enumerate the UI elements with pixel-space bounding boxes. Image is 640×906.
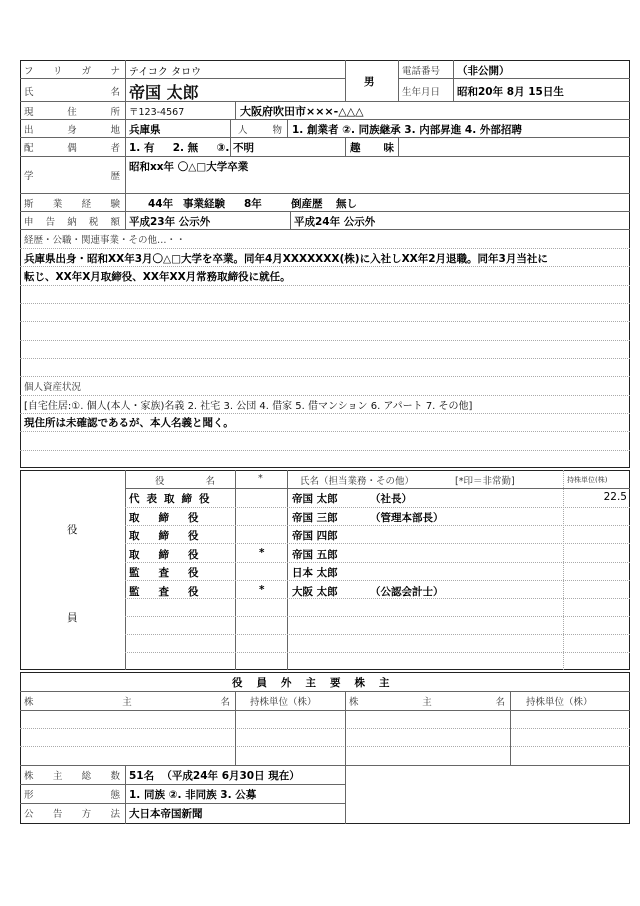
form-value: 1. 同族 ②. 非同族 3. 公募: [129, 789, 257, 801]
officer-title: 取締役: [129, 548, 218, 561]
officer-name: 大阪 太郎: [292, 585, 338, 598]
birth-value: 昭和20年 8月 15日生: [457, 86, 564, 98]
officer-title: 取締役: [129, 530, 218, 542]
col-star: *: [258, 473, 263, 484]
officer-name: 日本 太郎: [292, 567, 338, 579]
col-shares: 持株単位(株): [567, 476, 608, 484]
officer-note: （公認会計士）: [370, 585, 444, 598]
assets-note: 現住所は未確認であるが、本人名義と聞く。: [24, 417, 234, 429]
officer-shares: 22.5: [603, 491, 627, 503]
officer-title: 監査役: [129, 567, 218, 579]
tax-year-2: 平成24年 公示外: [294, 216, 376, 228]
officer-note: （社長）: [370, 493, 412, 505]
officer-name: 帝国 太郎: [292, 493, 338, 505]
col-name: 氏名（担当業務・その他）: [300, 476, 415, 487]
total-value: 51名 （平成24年 6月30日 現在）: [129, 770, 300, 782]
phone-label: 電話番号: [402, 66, 441, 77]
education-value: 昭和xx年 〇△□大学卒業: [129, 161, 249, 173]
career-line-1: 兵庫県出身・昭和XX年3月〇△□大学を卒業。同年4月XXXXXXX(株)に入社しXX年2月退職。同年3月当社に: [24, 253, 548, 265]
shareholders-title: 役員外主要株主: [232, 677, 404, 689]
career-label: 経歴・公職・関連事業・その他…・・: [24, 235, 186, 246]
officer-title: 取締役: [129, 511, 218, 524]
gender-value: 男: [364, 76, 375, 88]
officer-star: *: [259, 583, 265, 596]
notice-value: 大日本帝国新聞: [129, 808, 203, 820]
furigana-value: テイコク タロウ: [129, 67, 202, 78]
home-options: [自宅住居:①. 個人(本人・家族)名義 2. 社宅 3. 公団 4. 借家 5. 借マンション 6. アパート 7. その他]: [24, 401, 473, 412]
phone-value: （非公開）: [457, 65, 510, 77]
tax-year-1: 平成23年 公示外: [129, 216, 211, 228]
bankruptcy-value: 無し: [336, 198, 357, 210]
officer-name: 帝国 三郎: [292, 511, 338, 524]
officers-side-label-2: 員: [67, 612, 78, 624]
business-exp-value: 8年: [244, 198, 262, 210]
address-value: 大阪府吹田市×××-△△△: [240, 105, 364, 118]
shareholder-col-shares: 持株単位（株）: [250, 697, 317, 708]
officer-name: 帝国 四郎: [292, 530, 338, 542]
spouse-options: 1. 有 2. 無 ③. 不明: [129, 142, 254, 154]
origin-value: 兵庫県: [129, 124, 161, 136]
birth-label: 生年月日: [402, 87, 441, 98]
officer-title: 監査役: [129, 585, 218, 598]
bankruptcy-label: 倒産歴: [291, 198, 323, 210]
business-exp-label: 事業経験: [183, 198, 225, 210]
assets-label: 個人資産状況: [24, 382, 82, 393]
experience-years: 44年: [148, 198, 174, 210]
officer-name: 帝国 五郎: [292, 548, 338, 561]
shareholder-col-shares-2: 持株単位（株）: [526, 697, 593, 708]
officer-title: 代表取締役: [129, 493, 217, 505]
officer-note: （管理本部長）: [370, 511, 444, 524]
officers-side-label-1: 役: [67, 524, 78, 536]
postal-code: 〒123-4567: [129, 107, 185, 118]
officer-star: *: [259, 546, 265, 559]
person-options: 1. 創業者 ②. 同族継承 3. 内部昇進 4. 外部招聘: [292, 124, 522, 136]
person-name: 帝国 太郎: [129, 83, 199, 102]
col-note: [*印＝非常勤]: [455, 476, 515, 487]
career-line-2: 転じ、XX年X月取締役、XX年XX月常務取締役に就任。: [24, 271, 291, 283]
